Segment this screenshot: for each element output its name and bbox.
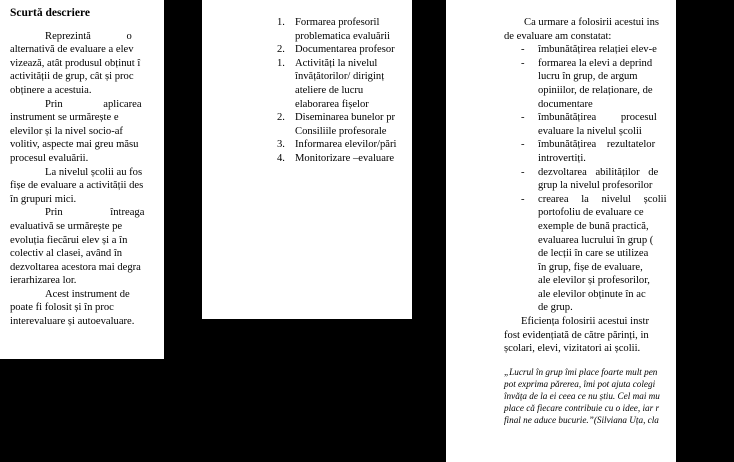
dash-bullet: - [521, 44, 525, 56]
text-line: activității de grup, cât și proc [10, 71, 134, 83]
text-line: fișe de evaluare a activității des [10, 180, 144, 192]
efficiency-paragraph [504, 315, 734, 356]
text-line: introvertiți. [538, 152, 586, 164]
dash-bullet: - [521, 139, 525, 151]
text-line: Formarea profesoril [295, 17, 380, 28]
text-line: fost evidențiată de către părinți, in [504, 329, 649, 341]
section-heading: Scurtă descriere [10, 7, 90, 19]
text-line: exemple de bună practică, [538, 220, 649, 232]
student-quote [504, 366, 734, 426]
text-line: Informarea elevilor/pări [295, 139, 397, 151]
list-number: 1. [277, 57, 285, 69]
list-number: 2. [277, 112, 285, 124]
text-line: îmbunătățirea relației elev-e [538, 44, 657, 56]
list-number: 4. [277, 152, 285, 164]
dash-bullet: - [521, 112, 525, 124]
text-line: ateliere de lucru [295, 84, 364, 96]
list-item [504, 111, 734, 138]
list-item [504, 166, 734, 193]
text-line: colectiv al clasei, având în [10, 248, 123, 260]
text-line: lucru în grup, de argum [538, 71, 638, 83]
page-1-content [10, 3, 210, 329]
text-line: evaluarea lucrului în grup ( [538, 234, 654, 246]
text-line: îmbunătățirea rezultatelor [538, 139, 656, 151]
dash-bullet: - [521, 166, 525, 178]
text-line: grup la nivelul profesorilor [538, 180, 653, 192]
list-item [504, 57, 734, 111]
text-line: Monitorizare –evaluare [295, 152, 395, 164]
paragraph-5 [10, 288, 210, 329]
text-line: Consiliile profesorale [295, 125, 387, 137]
text-line: dezvoltarea acestora mai degra [10, 261, 141, 273]
text-line: ierarhizarea lor. [10, 275, 77, 287]
text-line: ale elevilor și profesorilor, [538, 275, 650, 287]
paragraph-4 [10, 206, 210, 288]
text-line: evaluativă se urmărește pe [10, 220, 123, 232]
list-item [504, 43, 734, 57]
page-3-content [504, 16, 734, 426]
list-item [504, 193, 734, 315]
text-line: Prin aplicarea [45, 98, 142, 110]
quote-line: final ne aduce bucurie.”(Silviana Uța, cla [504, 414, 659, 425]
document-page-3 [446, 0, 676, 462]
dash-bullet: - [521, 57, 525, 69]
text-line: ale elevilor obținute în ac [538, 288, 646, 300]
quote-line: „Lucrul în grup îmi place foarte mult pen [504, 366, 658, 377]
text-line: interevaluare și autoevaluare. [10, 316, 135, 328]
list-number: 2. [277, 44, 285, 56]
text-line: obținere a acestuia. [10, 84, 92, 96]
text-line: evaluare la nivelul școlii [538, 125, 642, 137]
text-line: Ca urmare a folosirii acestui ins [524, 17, 660, 28]
list-number: 1. [277, 17, 285, 28]
text-line: alternativă de evaluare a elev [10, 44, 134, 56]
quote-line: pot exprima părerea, îmi pot ajuta colegi [504, 378, 656, 389]
text-line: Diseminarea bunelor pr [295, 112, 396, 124]
quote-line: place că fiecare contribuie cu o idee, iar r [504, 402, 660, 413]
text-line: Reprezintă o m [45, 30, 176, 42]
text-line: de evaluare am constatat: [504, 30, 612, 42]
text-line: elevilor și la nivel socio-af [10, 125, 123, 137]
text-line: Prin întreaga a [45, 207, 197, 219]
results-list [504, 43, 734, 315]
text-line: în grup, fișe de evaluare, [538, 261, 643, 273]
text-line: portofoliu de evaluare ce [538, 207, 644, 219]
text-line: procesul evaluării. [10, 152, 89, 164]
text-line: îmbunătățirea procesul [538, 112, 657, 124]
list-number: 3. [277, 139, 285, 151]
text-line: Eficiența folosirii acestui instr [521, 316, 649, 328]
text-line: formarea la elevi a deprind [538, 57, 653, 69]
intro-paragraph [504, 16, 734, 43]
text-line: poate fi folosit și în proc [10, 302, 114, 314]
text-line: școlari, elevi, vizitatori ai școlii. [504, 343, 641, 355]
text-line: vizează, atât produsul obținut î [10, 57, 141, 69]
text-line: problematica evaluării [295, 30, 391, 42]
dash-bullet: - [521, 193, 525, 205]
text-line: crearea la nivelul școlii [538, 193, 667, 205]
text-line: documentare [538, 98, 593, 110]
paragraph-3 [10, 166, 210, 207]
text-line: Acest instrument de [45, 288, 130, 300]
text-line: dezvoltarea abilităților de [538, 166, 659, 178]
text-line: de lecții în care se utilizea [538, 248, 649, 260]
text-line: Activități la nivelul [295, 57, 378, 69]
text-line: învățătorilor/ diriginț [295, 71, 385, 83]
quote-line: învăța de la ei ceea ce nu știu. Cel mai mu [504, 390, 660, 401]
text-line: La nivelul școlii au fos [45, 166, 143, 178]
paragraph-2 [10, 98, 210, 166]
text-line: opiniilor, de relaționare, de [538, 84, 653, 96]
text-line: Documentarea profesor [295, 44, 395, 56]
text-line: instrument se urmărește e [10, 112, 119, 124]
list-item [504, 138, 734, 165]
text-line: în grupuri mici. [10, 193, 77, 205]
document-page-2 [202, 0, 412, 319]
document-page-1 [0, 0, 197, 359]
paragraph-1 [10, 30, 210, 98]
text-line: volitiv, aspecte mai greu măsu [10, 139, 139, 151]
text-line: evoluția fiecărui elev și a în [10, 234, 128, 246]
text-line: de grup. [538, 302, 573, 314]
text-line: elaborarea fișelor [295, 98, 369, 110]
